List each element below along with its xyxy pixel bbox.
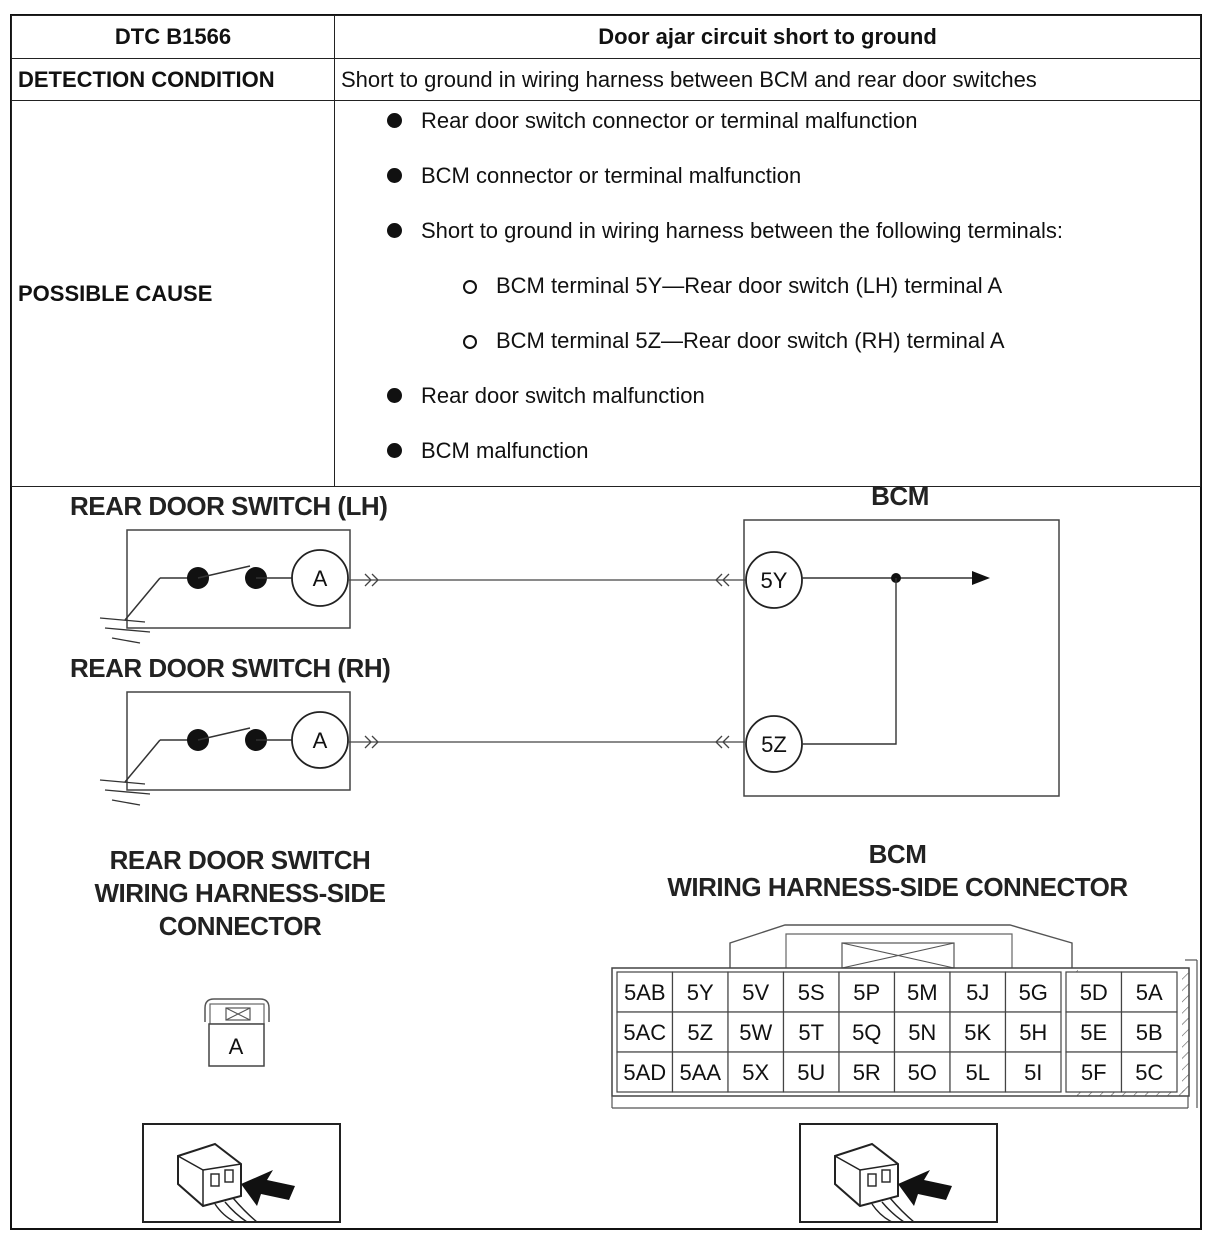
bcm-pin-label: 5B xyxy=(1135,1020,1163,1045)
bcm-pin-label: 5O xyxy=(907,1060,937,1085)
bcm-pin-label: 5G xyxy=(1018,980,1048,1005)
bcm-label: BCM xyxy=(871,481,929,511)
harness-probe-icon xyxy=(800,1124,997,1222)
bcm-pin-label: 5J xyxy=(966,980,990,1005)
bcm-pin-label: 5AA xyxy=(679,1060,722,1085)
bcm-pin-label: 5D xyxy=(1079,980,1108,1005)
bcm-pin-label: 5V xyxy=(742,980,770,1005)
terminal-a-lh: A xyxy=(312,566,328,591)
bcm-pin-label: 5P xyxy=(853,980,881,1005)
bcm-connector-title-line: WIRING HARNESS-SIDE CONNECTOR xyxy=(667,872,1128,902)
bcm-pin-label: 5K xyxy=(964,1020,992,1045)
bcm-pin-label: 5H xyxy=(1019,1020,1048,1045)
bcm-pin-label: 5T xyxy=(798,1020,825,1045)
switch-connector-title-line: WIRING HARNESS-SIDE xyxy=(94,878,386,908)
bcm-pin-label: 5W xyxy=(739,1020,773,1045)
dtc-code: DTC B1566 xyxy=(12,16,335,59)
bcm-pin-label: 5N xyxy=(908,1020,937,1045)
terminal-a-rh: A xyxy=(312,728,328,753)
cause-text: BCM malfunction xyxy=(421,438,589,463)
wire-5y xyxy=(348,574,745,586)
ground-icon xyxy=(100,780,150,805)
switch-rh-label: REAR DOOR SWITCH (RH) xyxy=(70,653,391,683)
bcm-pin-label: 5AC xyxy=(623,1020,667,1045)
switch-lh-label: REAR DOOR SWITCH (LH) xyxy=(70,491,388,521)
dtc-title: Door ajar circuit short to ground xyxy=(335,16,1201,59)
bcm-connector-face xyxy=(612,925,1197,1108)
ground-icon xyxy=(100,618,150,643)
bcm-symbol xyxy=(744,520,1059,796)
harness-probe-icon xyxy=(143,1124,340,1222)
bcm-pin-label: 5C xyxy=(1135,1060,1164,1085)
cause-subtext: BCM terminal 5Z—Rear door switch (RH) terminal A xyxy=(496,328,1005,353)
switch-connector-title-line: CONNECTOR xyxy=(158,911,322,941)
detection-label: DETECTION CONDITION xyxy=(12,59,335,101)
bcm-pin-grid xyxy=(617,972,1177,1092)
bcm-pin-label: 5S xyxy=(797,980,825,1005)
arrow-right-icon xyxy=(972,571,990,585)
switch-connector-pin-a: A xyxy=(228,1034,244,1059)
bcm-pin-label: 5AD xyxy=(623,1060,667,1085)
cause-text: Rear door switch connector or terminal malfunction xyxy=(421,108,918,133)
bcm-pin-label: 5X xyxy=(742,1060,770,1085)
terminal-5z: 5Z xyxy=(761,732,787,757)
possible-cause-label: POSSIBLE CAUSE xyxy=(12,101,335,487)
terminal-5y: 5Y xyxy=(760,568,788,593)
switch-lh-symbol xyxy=(100,530,350,643)
bcm-pin-label: 5I xyxy=(1024,1060,1043,1085)
cause-text: Short to ground in wiring harness between the following terminals: xyxy=(421,218,1064,243)
cause-subtext: BCM terminal 5Y—Rear door switch (LH) terminal A xyxy=(496,273,1003,298)
switch-connector-face xyxy=(205,999,269,1066)
bcm-connector-title-line: BCM xyxy=(868,839,927,869)
wire-5z xyxy=(348,736,745,748)
bcm-pin-label: 5E xyxy=(1080,1020,1108,1045)
bcm-pin-label: 5A xyxy=(1135,980,1163,1005)
bcm-pin-label: 5Y xyxy=(686,980,714,1005)
bcm-pin-label: 5Q xyxy=(852,1020,882,1045)
bcm-pin-label: 5AB xyxy=(623,980,666,1005)
bcm-pin-label: 5L xyxy=(965,1060,990,1085)
cause-text: BCM connector or terminal malfunction xyxy=(421,163,802,188)
bcm-pin-label: 5Z xyxy=(687,1020,714,1045)
detection-text: Short to ground in wiring harness between BCM and rear door switches xyxy=(335,59,1201,101)
switch-connector-title-line: REAR DOOR SWITCH xyxy=(109,845,371,875)
cause-text: Rear door switch malfunction xyxy=(421,383,705,408)
bcm-pin-label: 5M xyxy=(906,980,938,1005)
bcm-pin-label: 5F xyxy=(1080,1060,1107,1085)
switch-rh-symbol xyxy=(100,692,350,805)
bcm-pin-label: 5R xyxy=(852,1060,881,1085)
bcm-pin-label: 5U xyxy=(797,1060,826,1085)
